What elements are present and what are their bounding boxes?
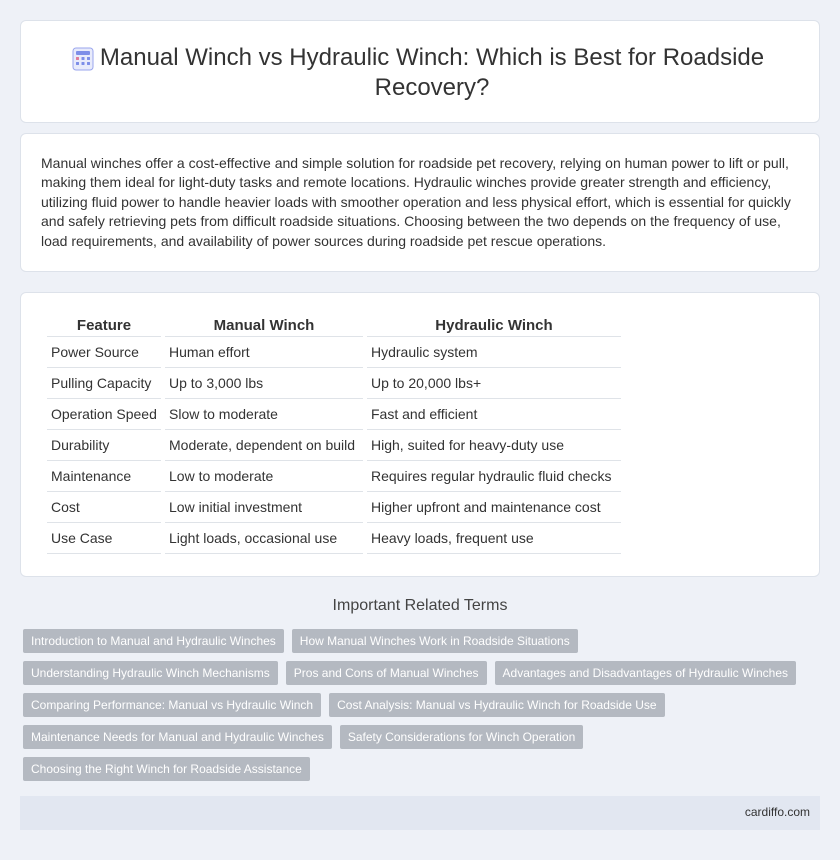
table-row xyxy=(47,430,621,461)
manual-cell: Human effort xyxy=(165,337,363,368)
related-term-tag[interactable]: Introduction to Manual and Hydraulic Winches xyxy=(23,629,284,653)
related-term-tag[interactable]: Advantages and Disadvantages of Hydraulic Winches xyxy=(495,661,797,685)
related-term-tag[interactable]: Pros and Cons of Manual Winches xyxy=(286,661,487,685)
related-term-tag[interactable]: Comparing Performance: Manual vs Hydraulic Winch xyxy=(23,693,321,717)
table-row xyxy=(47,523,621,554)
related-term-tag[interactable]: Choosing the Right Winch for Roadside Assistance xyxy=(23,757,310,781)
table-row xyxy=(47,368,621,399)
intro-card xyxy=(20,133,820,272)
header-hydraulic-winch: Hydraulic Winch xyxy=(367,315,621,337)
footer xyxy=(20,796,820,830)
hydraulic-cell: Up to 20,000 lbs+ xyxy=(367,368,621,399)
manual-cell: Light loads, occasional use xyxy=(165,523,363,554)
related-terms-heading: Important Related Terms xyxy=(332,597,508,614)
feature-cell: Operation Speed xyxy=(47,399,161,430)
manual-cell: Low initial investment xyxy=(165,492,363,523)
related-term-tag[interactable]: Safety Considerations for Winch Operation xyxy=(340,725,583,749)
manual-cell: Up to 3,000 lbs xyxy=(165,368,363,399)
feature-cell: Maintenance xyxy=(47,461,161,492)
hydraulic-cell: Heavy loads, frequent use xyxy=(367,523,621,554)
table-row xyxy=(47,461,621,492)
hydraulic-cell: Requires regular hydraulic fluid checks xyxy=(367,461,621,492)
manual-cell: Moderate, dependent on build xyxy=(165,430,363,461)
hydraulic-cell: Higher upfront and maintenance cost xyxy=(367,492,621,523)
page-title: Manual Winch vs Hydraulic Winch: Which is Best for Roadside Recovery? xyxy=(99,44,765,101)
related-terms-list xyxy=(23,629,813,789)
title-card xyxy=(20,20,820,123)
hydraulic-cell: Hydraulic system xyxy=(367,337,621,368)
table-row xyxy=(47,399,621,430)
table-row xyxy=(47,337,621,368)
related-term-tag[interactable]: Understanding Hydraulic Winch Mechanisms xyxy=(23,661,278,685)
feature-cell: Power Source xyxy=(47,337,161,368)
header-manual-winch: Manual Winch xyxy=(165,315,363,337)
table-row xyxy=(47,492,621,523)
manual-cell: Low to moderate xyxy=(165,461,363,492)
hydraulic-cell: Fast and efficient xyxy=(367,399,621,430)
manual-cell: Slow to moderate xyxy=(165,399,363,430)
intro-paragraph: Manual winches offer a cost-effective and simple solution for roadside pet recovery, relying on human power to lift or pull, making them ideal for light-duty tasks and remote locations. Hydraulic winches provide greater strength and efficiency, utilizing fluid power to handle heavier loads with smoother operation and less physical effort, which is essential for quickly and safely retrieving pets from difficult roadside situations. Choosing between the two depends on the frequency of use, load requirements, and availability of power sources during roadside pet rescue operations. xyxy=(41,155,791,249)
comparison-table xyxy=(43,315,625,554)
footer-site-link[interactable]: cardiffo.com xyxy=(744,805,810,819)
comparison-table-card xyxy=(20,292,820,577)
header-feature: Feature xyxy=(47,315,161,337)
related-term-tag[interactable]: Cost Analysis: Manual vs Hydraulic Winch for Roadside Use xyxy=(329,693,664,717)
hydraulic-cell: High, suited for heavy-duty use xyxy=(367,430,621,461)
feature-cell: Use Case xyxy=(47,523,161,554)
feature-cell: Pulling Capacity xyxy=(47,368,161,399)
table-header-row xyxy=(47,315,621,337)
related-term-tag[interactable]: How Manual Winches Work in Roadside Situations xyxy=(292,629,578,653)
feature-cell: Cost xyxy=(47,492,161,523)
related-term-tag[interactable]: Maintenance Needs for Manual and Hydraulic Winches xyxy=(23,725,332,749)
feature-cell: Durability xyxy=(47,430,161,461)
